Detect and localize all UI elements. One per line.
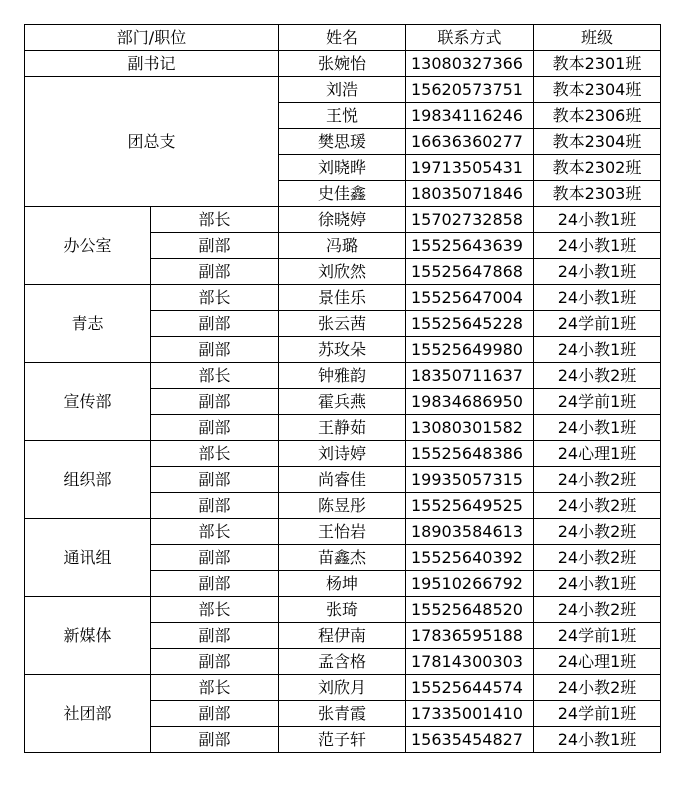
tuanzongzhi-row — [25, 77, 661, 103]
class-cell: 24学前1班 — [534, 623, 661, 649]
position-cell: 副部 — [151, 337, 279, 363]
phone-cell: 15525647868 — [406, 259, 534, 285]
position-cell: 部长 — [151, 675, 279, 701]
phone-cell: 18903584613 — [406, 519, 534, 545]
position-cell: 部长 — [151, 285, 279, 311]
position-cell: 副部 — [151, 545, 279, 571]
class-cell: 24小教1班 — [534, 285, 661, 311]
department-name-cell: 青志 — [25, 285, 151, 363]
group-label-cell: 团总支 — [25, 77, 279, 207]
name-cell: 徐晓婷 — [279, 207, 406, 233]
position-cell: 副部 — [151, 493, 279, 519]
position-cell: 副部 — [151, 259, 279, 285]
name-cell: 钟雅韵 — [279, 363, 406, 389]
class-cell: 教本2306班 — [534, 103, 661, 129]
department-row — [25, 597, 661, 623]
phone-cell: 15525645228 — [406, 311, 534, 337]
phone-cell: 15525648386 — [406, 441, 534, 467]
department-row — [25, 441, 661, 467]
header-dept-position: 部门/职位 — [25, 25, 279, 51]
phone-cell: 15525649980 — [406, 337, 534, 363]
phone-cell: 13080301582 — [406, 415, 534, 441]
header-row — [25, 25, 661, 51]
name-cell: 冯璐 — [279, 233, 406, 259]
department-row — [25, 207, 661, 233]
phone-cell: 15525649525 — [406, 493, 534, 519]
role-cell: 副书记 — [25, 51, 279, 77]
class-cell: 教本2303班 — [534, 181, 661, 207]
header-class: 班级 — [534, 25, 661, 51]
class-cell: 24学前1班 — [534, 389, 661, 415]
department-name-cell: 办公室 — [25, 207, 151, 285]
phone-cell: 15525647004 — [406, 285, 534, 311]
name-cell: 樊思瑗 — [279, 129, 406, 155]
phone-cell: 19834116246 — [406, 103, 534, 129]
phone-cell: 15525644574 — [406, 675, 534, 701]
department-name-cell: 通讯组 — [25, 519, 151, 597]
class-cell: 24小教2班 — [534, 467, 661, 493]
phone-cell: 18350711637 — [406, 363, 534, 389]
position-cell: 副部 — [151, 467, 279, 493]
name-cell: 刘晓晔 — [279, 155, 406, 181]
position-cell: 副部 — [151, 649, 279, 675]
department-name-cell: 宣传部 — [25, 363, 151, 441]
position-cell: 副部 — [151, 311, 279, 337]
department-name-cell: 组织部 — [25, 441, 151, 519]
name-cell: 王怡岩 — [279, 519, 406, 545]
phone-cell: 15525643639 — [406, 233, 534, 259]
position-cell: 部长 — [151, 207, 279, 233]
class-cell: 24小教1班 — [534, 571, 661, 597]
name-cell: 尚睿佳 — [279, 467, 406, 493]
fu-shuji-row — [25, 51, 661, 77]
name-cell: 苏玫朵 — [279, 337, 406, 363]
class-cell: 24小教1班 — [534, 233, 661, 259]
department-row — [25, 519, 661, 545]
phone-cell: 15620573751 — [406, 77, 534, 103]
class-cell: 24小教2班 — [534, 363, 661, 389]
phone-cell: 15525648520 — [406, 597, 534, 623]
position-cell: 副部 — [151, 389, 279, 415]
name-cell: 孟含格 — [279, 649, 406, 675]
roster-body — [25, 51, 661, 753]
class-cell: 24小教2班 — [534, 519, 661, 545]
position-cell: 副部 — [151, 623, 279, 649]
name-cell: 刘欣月 — [279, 675, 406, 701]
name-cell: 刘浩 — [279, 77, 406, 103]
name-cell: 苗鑫杰 — [279, 545, 406, 571]
header-contact: 联系方式 — [406, 25, 534, 51]
class-cell: 教本2304班 — [534, 77, 661, 103]
class-cell: 教本2302班 — [534, 155, 661, 181]
position-cell: 部长 — [151, 441, 279, 467]
name-cell: 史佳鑫 — [279, 181, 406, 207]
phone-cell: 19713505431 — [406, 155, 534, 181]
roster-table — [24, 24, 661, 753]
name-cell: 张青霞 — [279, 701, 406, 727]
name-cell: 范子轩 — [279, 727, 406, 753]
class-cell: 24小教2班 — [534, 493, 661, 519]
department-row — [25, 363, 661, 389]
class-cell: 教本2301班 — [534, 51, 661, 77]
position-cell: 副部 — [151, 233, 279, 259]
phone-cell: 15702732858 — [406, 207, 534, 233]
class-cell: 24学前1班 — [534, 311, 661, 337]
phone-cell: 19834686950 — [406, 389, 534, 415]
class-cell: 24小教1班 — [534, 259, 661, 285]
class-cell: 24小教1班 — [534, 207, 661, 233]
name-cell: 王悦 — [279, 103, 406, 129]
class-cell: 24学前1班 — [534, 701, 661, 727]
name-cell: 刘诗婷 — [279, 441, 406, 467]
department-row — [25, 675, 661, 701]
class-cell: 24心理1班 — [534, 649, 661, 675]
name-cell: 刘欣然 — [279, 259, 406, 285]
phone-cell: 17335001410 — [406, 701, 534, 727]
name-cell: 张婉怡 — [279, 51, 406, 77]
name-cell: 程伊南 — [279, 623, 406, 649]
class-cell: 24小教1班 — [534, 337, 661, 363]
name-cell: 杨坤 — [279, 571, 406, 597]
class-cell: 24小教2班 — [534, 675, 661, 701]
phone-cell: 19510266792 — [406, 571, 534, 597]
position-cell: 部长 — [151, 363, 279, 389]
position-cell: 副部 — [151, 415, 279, 441]
position-cell: 副部 — [151, 571, 279, 597]
department-row — [25, 285, 661, 311]
name-cell: 霍兵燕 — [279, 389, 406, 415]
name-cell: 张云茜 — [279, 311, 406, 337]
class-cell: 24小教1班 — [534, 727, 661, 753]
class-cell: 教本2304班 — [534, 129, 661, 155]
name-cell: 张琦 — [279, 597, 406, 623]
phone-cell: 15635454827 — [406, 727, 534, 753]
phone-cell: 18035071846 — [406, 181, 534, 207]
name-cell: 陈昱彤 — [279, 493, 406, 519]
phone-cell: 17836595188 — [406, 623, 534, 649]
position-cell: 部长 — [151, 597, 279, 623]
phone-cell: 16636360277 — [406, 129, 534, 155]
department-name-cell: 社团部 — [25, 675, 151, 753]
name-cell: 王静茹 — [279, 415, 406, 441]
name-cell: 景佳乐 — [279, 285, 406, 311]
header-name: 姓名 — [279, 25, 406, 51]
class-cell: 24小教2班 — [534, 545, 661, 571]
position-cell: 副部 — [151, 727, 279, 753]
class-cell: 24小教2班 — [534, 597, 661, 623]
phone-cell: 15525640392 — [406, 545, 534, 571]
position-cell: 部长 — [151, 519, 279, 545]
phone-cell: 19935057315 — [406, 467, 534, 493]
position-cell: 副部 — [151, 701, 279, 727]
phone-cell: 17814300303 — [406, 649, 534, 675]
department-name-cell: 新媒体 — [25, 597, 151, 675]
class-cell: 24心理1班 — [534, 441, 661, 467]
phone-cell: 13080327366 — [406, 51, 534, 77]
class-cell: 24小教1班 — [534, 415, 661, 441]
